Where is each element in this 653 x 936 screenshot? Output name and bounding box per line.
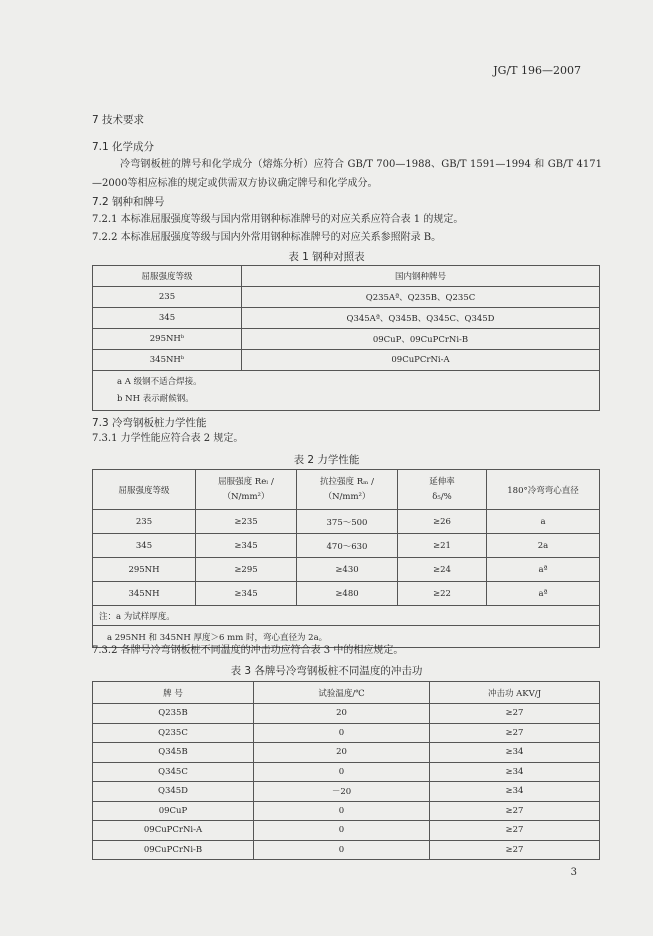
table-cell: 345NHᵇ	[93, 350, 242, 371]
section-7-1-title: 7.1 化学成分	[92, 141, 155, 153]
table-cell: 20	[254, 743, 430, 763]
table-cell: 0	[254, 840, 430, 860]
table-cell: ≥345	[196, 534, 297, 558]
table-cell: 20	[254, 704, 430, 724]
table-3-caption: 表 3 各牌号冷弯钢板桩不同温度的冲击功	[230, 665, 423, 677]
table-cell: ≥345	[196, 582, 297, 606]
table-cell: ≥295	[196, 558, 297, 582]
table-cell: Q235B	[93, 704, 254, 724]
section-7-title: 7 技术要求	[92, 114, 145, 126]
table-cell: ≥27	[430, 801, 600, 821]
table-cell: 345	[93, 308, 242, 329]
section-7-3-title: 7.3 冷弯钢板桩力学性能	[92, 417, 207, 429]
table-cell: Q235Aª、Q235B、Q235C	[242, 287, 600, 308]
table-cell: 375～500	[297, 510, 398, 534]
table-note: a 295NH 和 345NH 厚度＞6 mm 时，弯心直径为 2a。	[93, 626, 600, 648]
table-header: 180°冷弯弯心直径	[487, 470, 600, 510]
table-cell: Q345D	[93, 782, 254, 802]
table-cell: ≥34	[430, 782, 600, 802]
table-2	[92, 469, 600, 648]
clause-7-2-2: 7.2.2 本标准屈服强度等级与国内外常用钢种标准牌号的对应关系参照附录 B。	[92, 232, 442, 243]
table-cell: ≥24	[398, 558, 487, 582]
table-cell: 235	[93, 287, 242, 308]
table-cell: ≥235	[196, 510, 297, 534]
page-number: 3	[570, 867, 577, 878]
table-cell: Q345Aª、Q345B、Q345C、Q345D	[242, 308, 600, 329]
table-header: 抗拉强度 Rₘ / （N/mm²）	[297, 470, 398, 510]
table-cell: ≥27	[430, 704, 600, 724]
table-header: 延伸率 δ₅/%	[398, 470, 487, 510]
table-cell: 235	[93, 510, 196, 534]
clause-7-3-1: 7.3.1 力学性能应符合表 2 规定。	[92, 433, 244, 444]
table-cell: 295NH	[93, 558, 196, 582]
table-cell: Q235C	[93, 723, 254, 743]
table-cell: 470～630	[297, 534, 398, 558]
table-header: 国内钢种牌号	[242, 266, 600, 287]
table-cell: 345NH	[93, 582, 196, 606]
table-cell: 0	[254, 801, 430, 821]
section-7-2-title: 7.2 钢种和牌号	[92, 196, 165, 208]
table-1-caption: 表 1 钢种对照表	[288, 251, 365, 263]
table-1	[92, 265, 600, 411]
table-cell: 2a	[487, 534, 600, 558]
table-2-caption: 表 2 力学性能	[293, 454, 360, 466]
table-cell: aª	[487, 582, 600, 606]
table-3	[92, 681, 600, 860]
table-cell: aª	[487, 558, 600, 582]
table-cell: 09CuPCrNi-B	[93, 840, 254, 860]
table-cell: 09CuPCrNi-A	[242, 350, 600, 371]
table-cell: ≥480	[297, 582, 398, 606]
table-cell: ≥34	[430, 762, 600, 782]
table-cell: 09CuP	[93, 801, 254, 821]
section-7-1-paragraph: 冷弯钢板桩的牌号和化学成分（熔炼分析）应符合 GB/T 700—1988、GB/T 1591—1994 和 GB/T 4171—2000等相应标准的规定或供需双方协议确定牌号和化学成分。	[92, 159, 602, 189]
table-cell: ≥27	[430, 723, 600, 743]
table-header: 屈服强度 Reₗ / （N/mm²）	[196, 470, 297, 510]
table-cell: ≥22	[398, 582, 487, 606]
table-cell: 0	[254, 821, 430, 841]
table-cell: 0	[254, 723, 430, 743]
table-cell: ≥430	[297, 558, 398, 582]
table-cell: 345	[93, 534, 196, 558]
clause-7-3-2: 7.3.2 各牌号冷弯钢板桩不同温度的冲击功应符合表 3 中的相应规定。	[92, 645, 404, 656]
table-cell: a	[487, 510, 600, 534]
table-cell: 0	[254, 762, 430, 782]
table-note: 注：a 为试样厚度。	[93, 606, 600, 626]
table-cell: 09CuPCrNi-A	[93, 821, 254, 841]
table-cell: Q345C	[93, 762, 254, 782]
table-cell: ≥27	[430, 821, 600, 841]
table-cell: ≥34	[430, 743, 600, 763]
table-header: 屈服强度等级	[93, 266, 242, 287]
table-cell: ≥21	[398, 534, 487, 558]
table-header: 牌 号	[93, 682, 254, 704]
table-cell: －20	[254, 782, 430, 802]
table-note: a A 级钢不适合焊接。	[117, 376, 202, 387]
standard-number: JG/T 196—2007	[493, 64, 581, 77]
table-note: b NH 表示耐候钢。	[117, 393, 194, 404]
clause-7-2-1: 7.2.1 本标准屈服强度等级与国内常用钢种标准牌号的对应关系应符合表 1 的规定。	[92, 214, 464, 225]
table-cell: 295NHᵇ	[93, 329, 242, 350]
table-header: 试验温度/℃	[254, 682, 430, 704]
table-cell: ≥27	[430, 840, 600, 860]
table-cell: 09CuP、09CuPCrNi-B	[242, 329, 600, 350]
table-cell: ≥26	[398, 510, 487, 534]
table-header: 屈服强度等级	[93, 470, 196, 510]
table-header: 冲击功 AKV/J	[430, 682, 600, 704]
table-cell: Q345B	[93, 743, 254, 763]
